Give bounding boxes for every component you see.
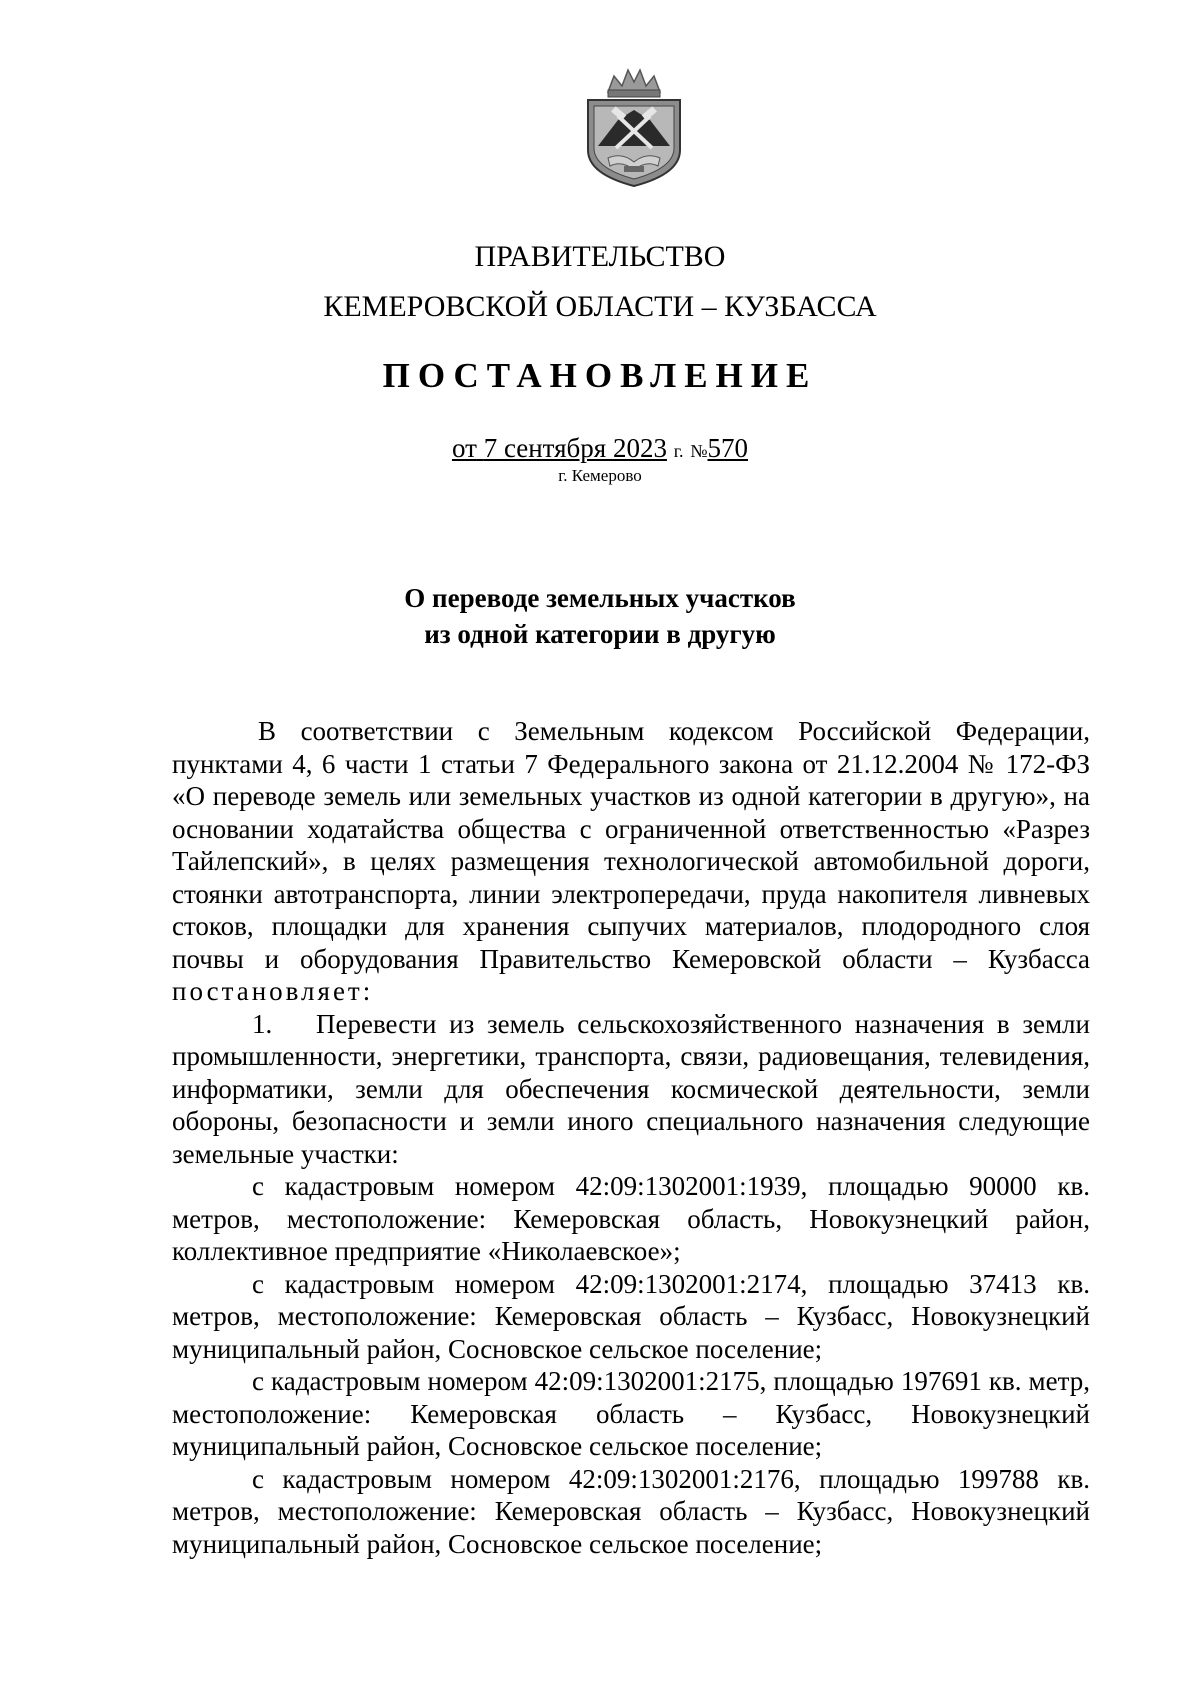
parcel-item: с кадастровым номером 42:09:1302001:2176, площадью 199788 кв. метров, местоположение: Кемеровская область – Кузбасс, Новокузнецкий муниципальный район, Сосновское сельское поселение; <box>172 1463 1090 1559</box>
coat-of-arms-icon <box>578 62 690 192</box>
government-title-line2: КЕМЕРОВСКОЙ ОБЛАСТИ – КУЗБАССА <box>323 290 877 323</box>
preamble-paragraph <box>172 715 1090 1008</box>
city-of-issue: г. Кемерово <box>558 466 642 485</box>
number-sign: № <box>690 441 708 461</box>
government-title-line1: ПРАВИТЕЛЬСТВО <box>474 240 726 273</box>
item-1-paragraph <box>172 1008 1090 1171</box>
resolves-word: постановляет: <box>172 976 374 1006</box>
item-1-text: Перевести из земель сельскохозяйственного назначения в земли промышленности, энергетики, транспорта, связи, радиовещания, телевидения, информатики, земли для обеспечения космической деятельности, земли обороны, безопасности и земли иного специального назначения следующие земельные участки: <box>172 1008 1090 1169</box>
preamble-text: В соответствии с Земельным кодексом Российской Федерации, пунктами 4, 6 части 1 статьи 7 Федерального закона от 21.12.2004 № 172-ФЗ «О переводе земель или земельных участков из одной категории в другую», на основании ходатайства общества с ограниченной ответственностью «Разрез Тайлепский», в целях размещения технологической автомобильной дороги, стоянки автотранспорта, линии электропередачи, пруда накопителя ливневых стоков, площадки для хранения сыпучих материалов, плодородного слоя почвы и оборудования Правительство Кемеровской области – Кузбасса <box>172 716 1090 974</box>
decree-subject <box>0 580 1200 652</box>
subject-line2: из одной категории в другую <box>424 619 776 649</box>
parcel-item: с кадастровым номером 42:09:1302001:1939, площадью 90000 кв. метров, местоположение: Кемеровская область, Новокузнецкий район, коллективное предприятие «Николаевское»; <box>172 1171 1090 1266</box>
document-type-title: ПОСТАНОВЛЕНИЕ <box>382 356 818 395</box>
coat-of-arms-emblem <box>578 62 690 192</box>
decree-number: 570 <box>707 433 748 463</box>
parcel-item: с кадастровым номером 42:09:1302001:2174, площадью 37413 кв. метров, местоположение: Кемеровская область – Кузбасс, Новокузнецкий муниципальный район, Сосновское сельское поселение; <box>172 1268 1090 1364</box>
parcel-item: с кадастровым номером 42:09:1302001:2175, площадью 197691 кв. метр, местоположение: Кемеровская область – Кузбасс, Новокузнецкий муниципальный район, Сосновское сельское поселение; <box>172 1366 1090 1461</box>
date-prefix: от <box>451 433 477 463</box>
date-number-line <box>0 432 1200 467</box>
subject-line1: О переводе земельных участков <box>404 583 796 613</box>
item-1-number: 1. <box>252 1008 273 1039</box>
decree-body <box>172 715 1090 1560</box>
year-suffix: г. <box>673 441 684 461</box>
decree-date: 7 сентября 2023 <box>483 433 667 463</box>
